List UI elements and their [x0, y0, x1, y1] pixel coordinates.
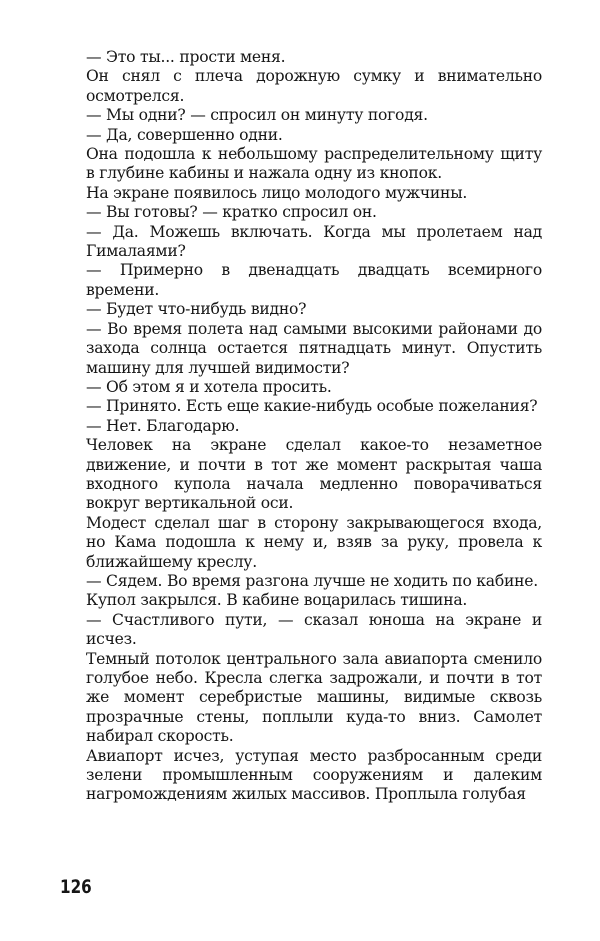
paragraph-20: Темный потолок центрального зала авиапорта сменило голубое небо. Кресла слегка задрожали, и почти в тот же момент серебристые машины, видимые сквозь прозрачные стены, поплыли куда-то вниз. Самолет набирал скорость. [86, 649, 542, 746]
paragraph-1: — Это ты... прости меня. [86, 48, 286, 66]
paragraph-7: — Вы готовы? — кратко спросил он. [86, 203, 377, 222]
paragraph-17: — Сядем. Во время разгона лучше не ходить по кабине. [86, 571, 538, 590]
paragraph-18: Купол закрылся. В кабине воцарилась тишина. [86, 591, 468, 610]
paragraph-9: — Примерно в двенадцать двадцать всемирного времени. [86, 261, 542, 299]
paragraph-21: Авиапорт исчез, уступая место разбросанным среди зелени промышленным сооружениям и далеким нагромождениям жилых массивов. Проплыла голубая [86, 746, 542, 804]
paragraph-3: — Мы одни? — спросил он минуту погодя. [86, 106, 428, 125]
paragraph-16: Модест сделал шаг в сторону закрывающегося входа, но Кама подошла к нему и, взяв за руку, провела к ближайшему креслу. [86, 513, 542, 571]
page-number: 126 [60, 876, 92, 898]
paragraph-5: Она подошла к небольшому распределительному щиту в глубине кабины и нажала одну из кнопок. [86, 145, 542, 183]
paragraph-8: — Да. Можешь включать. Когда мы пролетаем над Гималаями? [86, 222, 542, 261]
paragraph-13: — Принято. Есть еще какие-нибудь особые пожелания? [86, 397, 538, 416]
paragraph-11: — Во время полета над самыми высокими районами до захода солнца остается пятнадцать минут. Опустить машину для лучшей видимости? [86, 319, 542, 377]
page-text-body [86, 48, 542, 805]
paragraph-6: На экране появилось лицо молодого мужчины. [86, 183, 468, 202]
paragraph-15: Человек на экране сделал какое-то незаметное движение, и почти в тот же момент раскрытая чаша входного купола начала медленно поворачиваться вокруг вертикальной оси. [86, 436, 542, 513]
paragraph-4: — Да, совершенно одни. [86, 125, 283, 144]
paragraph-12: — Об этом я и хотела просить. [86, 377, 332, 396]
paragraph-2: Он снял с плеча дорожную сумку и внимательно осмотрелся. [86, 67, 542, 105]
paragraph-14: — Нет. Благодарю. [86, 416, 240, 435]
paragraph-10: — Будет что-нибудь видно? [86, 300, 307, 319]
paragraph-19: — Счастливого пути, — сказал юноша на экране и исчез. [86, 610, 542, 649]
